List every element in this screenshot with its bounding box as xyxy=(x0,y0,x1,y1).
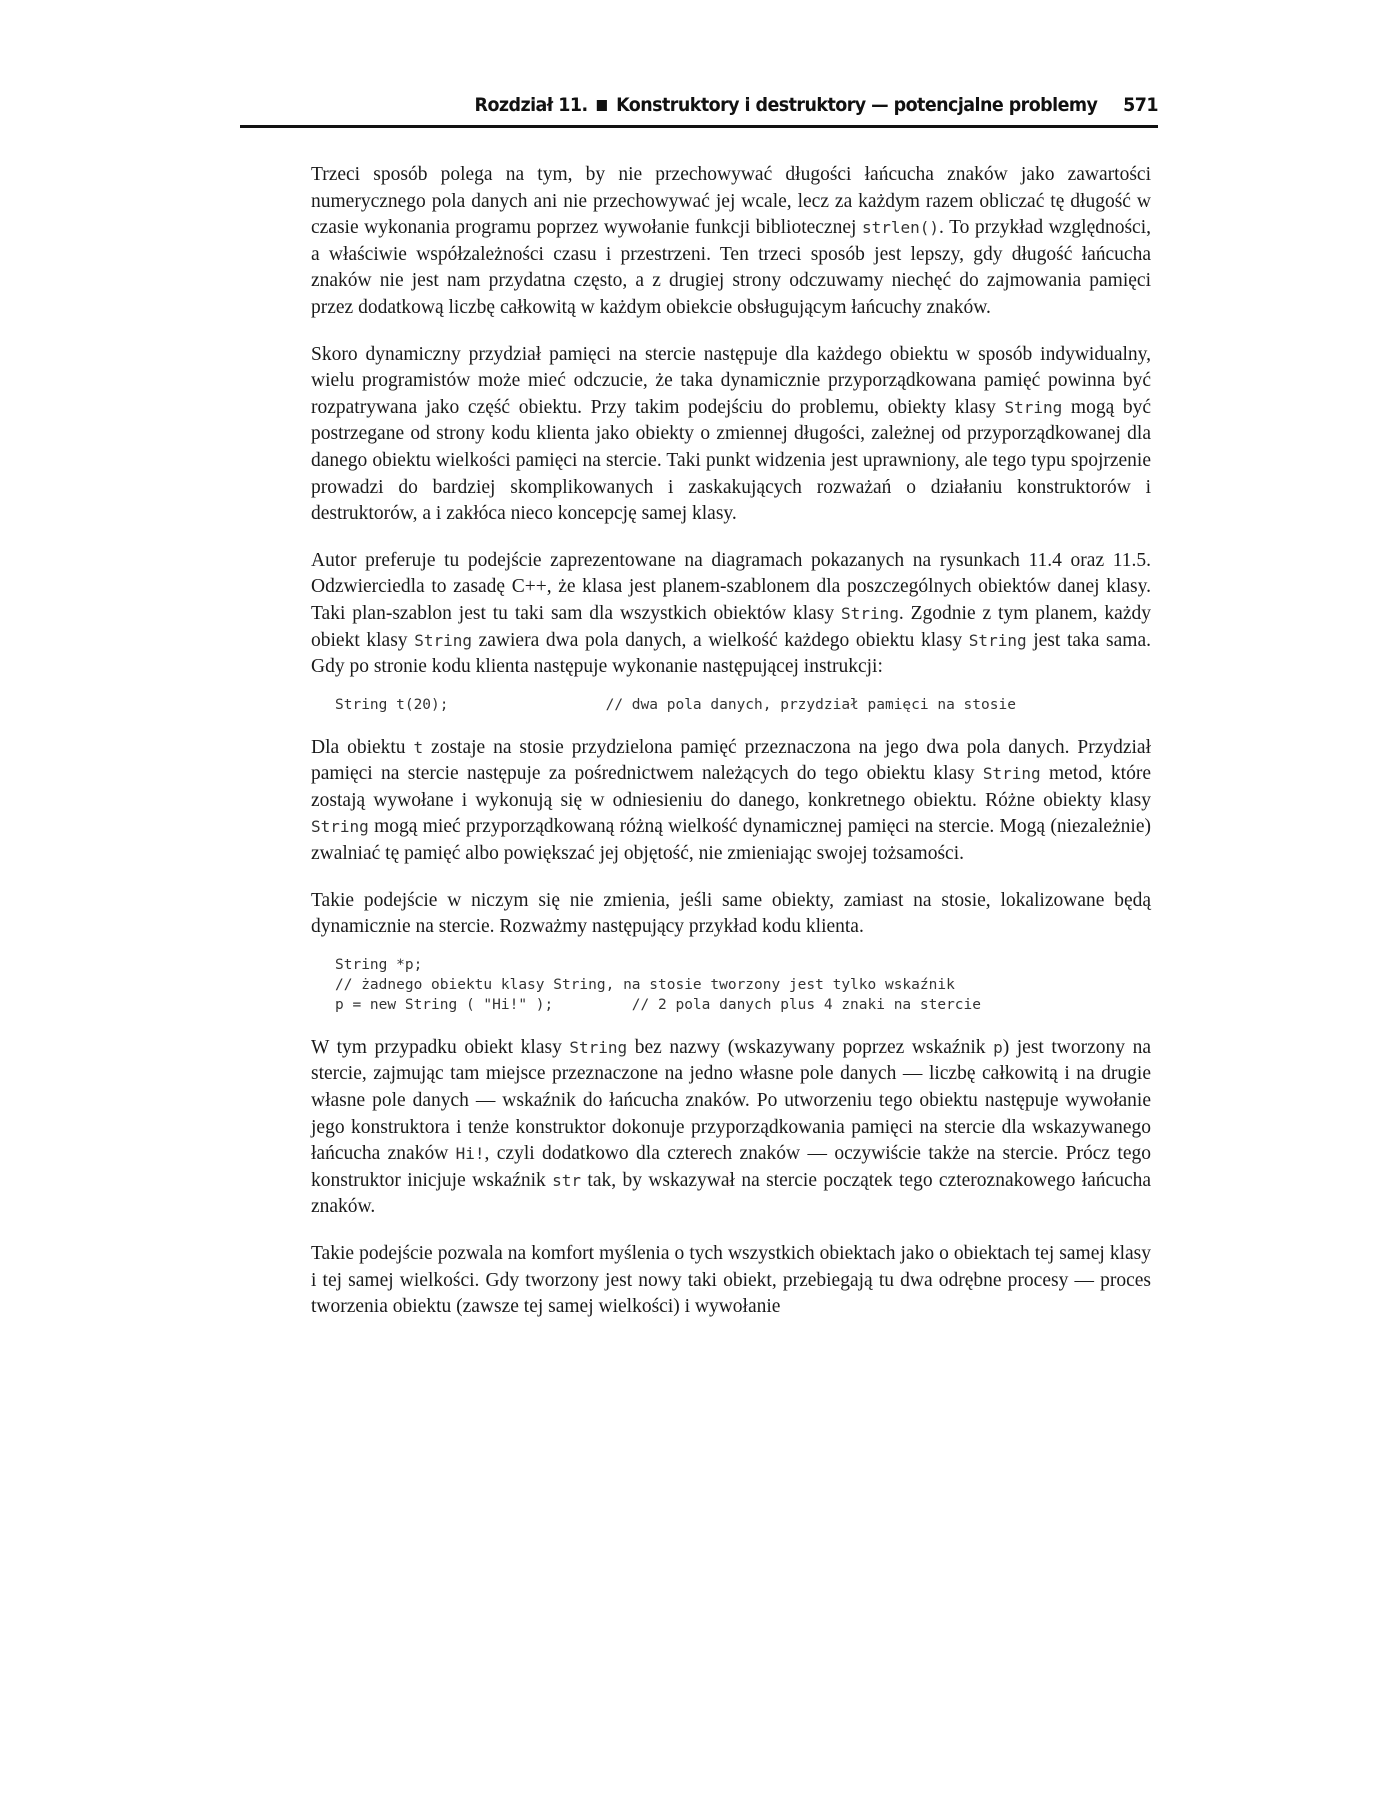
page-number: 571 xyxy=(1123,94,1158,116)
inline-code: String xyxy=(311,817,369,837)
paragraph xyxy=(311,1035,1151,1221)
inline-code: str xyxy=(552,1170,582,1190)
code-block xyxy=(335,955,1151,1015)
code-line: // żadnego obiektu klasy String, na stosie tworzony jest tylko wskaźnik xyxy=(335,976,955,993)
text-run: Skoro dynamiczny przydział pamięci na stercie następuje dla każdego obiektu w sposób indywidualny, wielu programistów może mieć odczucie, że taka dynamicznie przyporządkowana pamięć powinna być rozpatrywana jako część obiektu. Przy takim podejściu do problemu, obiekty klasy xyxy=(311,343,1151,418)
text-run: mogą mieć przyporządkowaną różną wielkość dynamicznej pamięci na stercie. Mogą (niezależnie) zwalniać tę pamięć albo powiększać jej objętość, nie zmieniając swojej tożsamości. xyxy=(311,816,1151,865)
text-run: tak, by wskazywał na stercie początek tego czteroznakowego łańcucha znaków. xyxy=(311,1169,1151,1218)
inline-code: String xyxy=(841,603,899,623)
text-run: . Zgodnie z tym planem, każdy obiekt klasy xyxy=(311,602,1151,651)
text-run: Dla obiektu xyxy=(311,736,414,758)
paragraph xyxy=(311,342,1151,528)
inline-code: p xyxy=(993,1037,1003,1057)
text-run: ) jest tworzony na stercie, zajmując tam miejsce przeznaczone na jedno własne pole danych — liczbę całkowitą i na drugie własne pole danych — wskaźnik do łańcucha znaków. Po utworzeniu tego obiektu następuje wywołanie jego konstruktora i tenże konstruktor dokonuje przyporządkowania pamięci na stercie dla wskazywanego łańcucha znaków xyxy=(311,1036,1152,1165)
text-run: W tym przypadku obiekt klasy xyxy=(311,1036,570,1058)
text-run: , czyli dodatkowo dla czterech znaków — oczywiście także na stercie. Prócz tego konstruktor inicjuje wskaźnik xyxy=(311,1143,1151,1191)
square-bullet-icon xyxy=(597,100,607,111)
code-line: p = new String ( "Hi!" ); // 2 pola danych plus 4 znaki na stercie xyxy=(335,996,982,1013)
header-rule xyxy=(240,125,1158,128)
paragraph xyxy=(311,735,1151,868)
text-run: Takie podejście w niczym się nie zmienia, jeśli same obiekty, zamiast na stosie, lokalizowane będą dynamicznie na stercie. Rozważmy następujący przykład kodu klienta. xyxy=(311,889,1151,938)
code-line: String *p; xyxy=(335,956,423,973)
inline-code: String xyxy=(414,630,472,650)
paragraph xyxy=(311,548,1151,681)
inline-code: String xyxy=(1004,397,1063,417)
text-run: metod, które zostają wywołane i wykonują się w odniesieniu do danego, konkretnego obiektu. Różne obiekty klasy xyxy=(311,763,1151,811)
text-run: jest taka sama. Gdy po stronie kodu klienta następuje wykonanie następującej instrukcji: xyxy=(311,629,1152,678)
inline-code: String xyxy=(968,630,1027,650)
inline-code: strlen() xyxy=(861,218,940,238)
text-run: bez nazwy (wskazywany poprzez wskaźnik xyxy=(627,1036,994,1058)
running-header xyxy=(313,94,1158,122)
text-run: Trzeci sposób polega na tym, by nie przechowywać długości łańcucha znaków jako zawartości numerycznego pola danych ani nie przechowywać jej wcale, lecz za każdym razem obliczać tę długość w czasie wykonania programu poprzez wywołanie funkcji bibliotecznej xyxy=(311,164,1151,239)
inline-code: String xyxy=(569,1037,628,1057)
chapter-title: Konstruktory i destruktory — potencjalne problemy xyxy=(616,94,1098,116)
chapter-label: Rozdział 11. xyxy=(474,94,588,116)
text-run: zostaje na stosie przydzielona pamięć przeznaczona na jego dwa pola danych. Przydział pamięci na stercie następuje za pośrednictwem należących do tego obiektu klasy xyxy=(311,736,1151,785)
code-block xyxy=(335,695,1151,715)
text-run: . To przykład względności, a właściwie współzależności czasu i przestrzeni. Ten trzeci sposób jest lepszy, gdy długość łańcucha znaków nie jest nam przydatna często, a z drugiej strony odczuwamy niechęć do zajmowania pamięci przez dodatkową liczbę całkowitą w każdym obiekcie obsługującym łańcuchy znaków. xyxy=(311,217,1152,318)
code-line: String t(20); // dwa pola danych, przydział pamięci na stosie xyxy=(335,696,1016,713)
text-run: Autor preferuje tu podejście zaprezentowane na diagramach pokazanych na rysunkach 11.4 oraz 11.5. Odzwierciedla to zasadę C++, że klasa jest planem-szablonem dla poszczególnych obiektów danej klasy. Taki plan-szablon jest tu taki sam dla wszystkich obiektów klasy xyxy=(311,549,1151,624)
inline-code: String xyxy=(982,764,1041,784)
text-run: zawiera dwa pola danych, a wielkość każdego obiektu klasy xyxy=(471,629,969,651)
inline-code: Hi! xyxy=(455,1144,485,1164)
text-run: mogą być postrzegane od strony kodu klienta jako obiekty o zmiennej długości, zależnej od przyporządkowanej dla danego obiektu wielkości pamięci na stercie. Taki punkt widzenia jest uprawniony, ale tego typu spojrzenie prowadzi do bardziej skomplikowanych i zaskakujących rozważań o działaniu konstruktorów i destruktorów, a i zakłóca nieco koncepcję samej klasy. xyxy=(311,396,1151,525)
text-run: Takie podejście pozwala na komfort myślenia o tych wszystkich obiektach jako o obiektach tej samej klasy i tej samej wielkości. Gdy tworzony jest nowy taki obiekt, przebiegają tu dwa odrębne procesy — proces tworzenia obiektu (zawsze tej samej wielkości) i wywołanie xyxy=(311,1243,1151,1318)
paragraph xyxy=(311,1241,1151,1321)
page-body xyxy=(311,162,1151,1341)
paragraph xyxy=(311,888,1151,941)
paragraph xyxy=(311,162,1151,322)
inline-code: t xyxy=(413,737,424,757)
